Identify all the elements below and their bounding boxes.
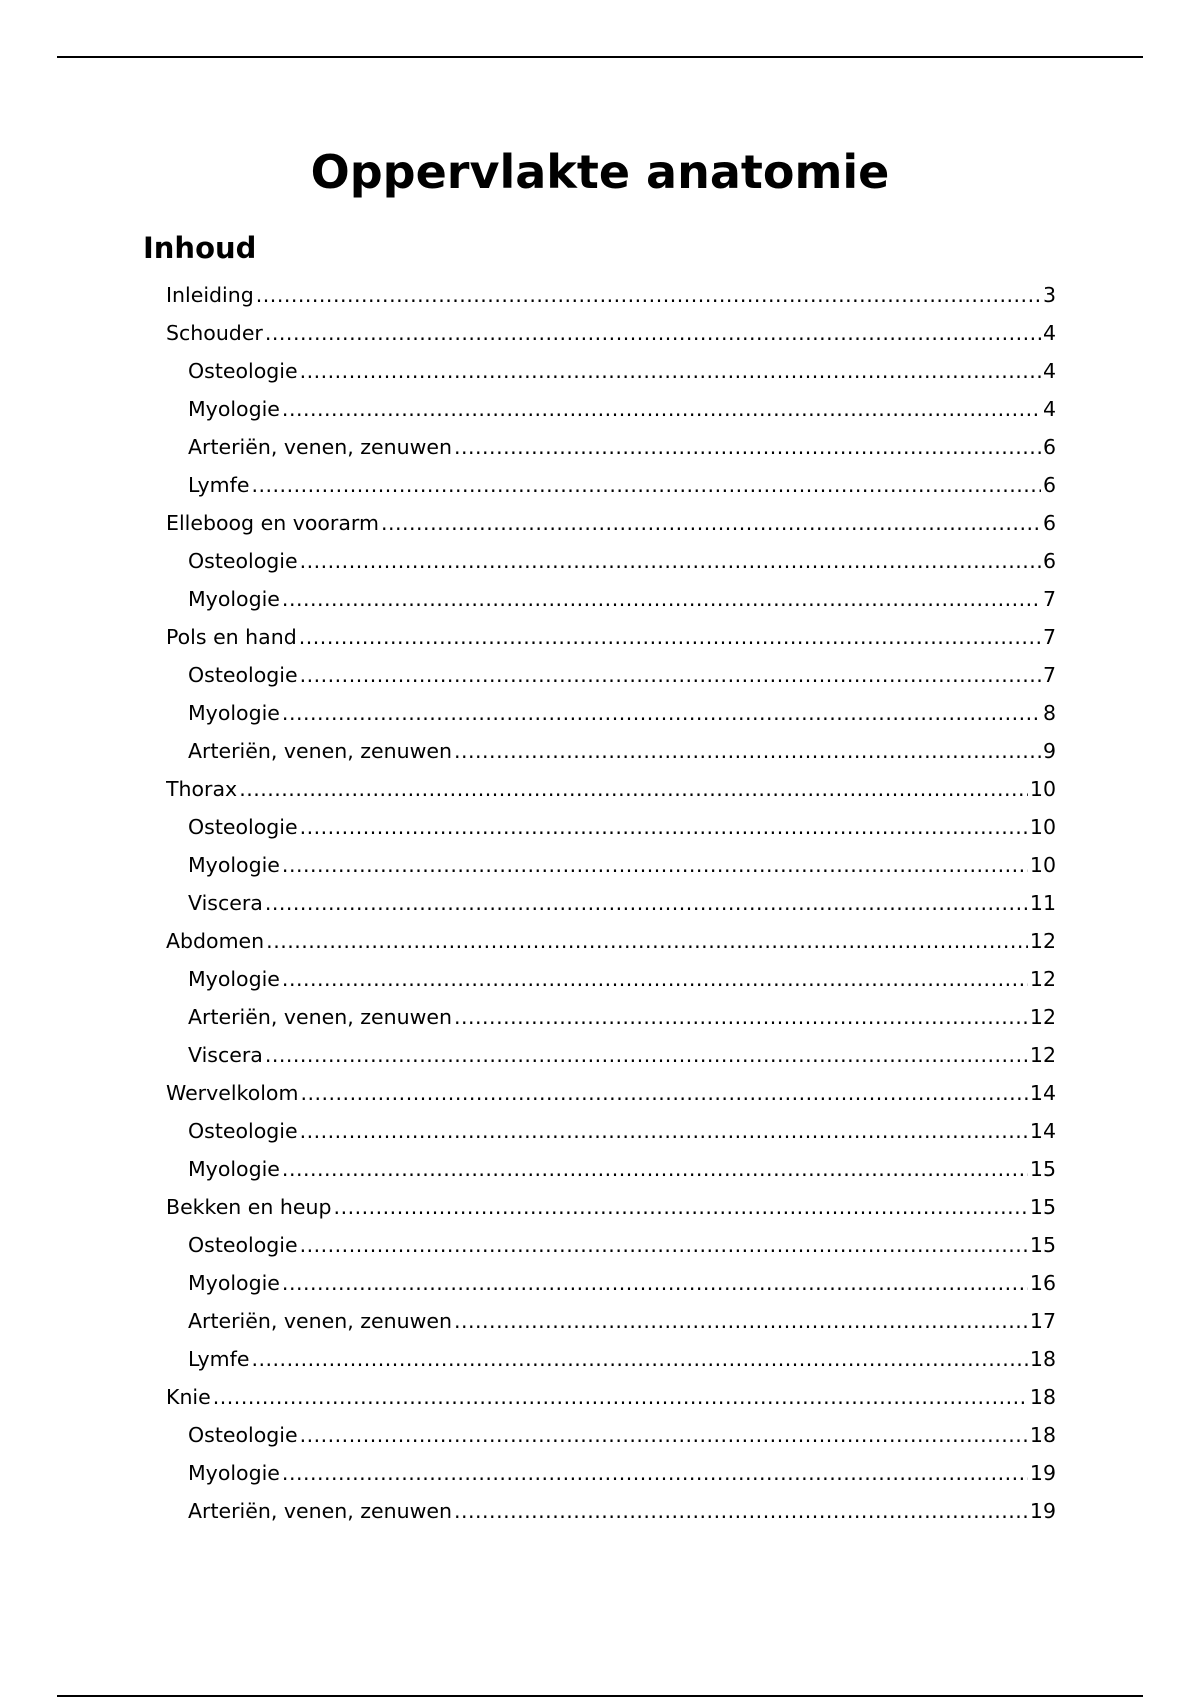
toc-entry[interactable] — [166, 656, 1056, 694]
toc-entry[interactable] — [166, 314, 1056, 352]
toc-dot-leader — [213, 1378, 1028, 1416]
toc-entry[interactable] — [166, 846, 1056, 884]
toc-entry[interactable] — [166, 1340, 1056, 1378]
toc-entry-page-number: 10 — [1029, 777, 1056, 801]
toc-entry-label: Myologie — [188, 701, 280, 725]
toc-entry-label: Myologie — [188, 967, 280, 991]
toc-entry[interactable] — [166, 1378, 1056, 1416]
toc-entry-page-number: 6 — [1042, 473, 1056, 497]
toc-entry-label: Wervelkolom — [166, 1081, 299, 1105]
toc-entry[interactable] — [166, 808, 1056, 846]
toc-entry-label: Osteologie — [188, 815, 298, 839]
toc-dot-leader — [300, 808, 1028, 846]
toc-dot-leader — [251, 1340, 1027, 1378]
toc-entry-page-number: 18 — [1029, 1347, 1056, 1371]
toc-dot-leader — [282, 390, 1041, 428]
toc-entry-label: Myologie — [188, 587, 280, 611]
toc-dot-leader — [282, 580, 1041, 618]
toc-dot-leader — [454, 1492, 1028, 1530]
toc-entry-page-number: 19 — [1029, 1499, 1056, 1523]
toc-entry[interactable] — [166, 1036, 1056, 1074]
toc-entry[interactable] — [166, 352, 1056, 390]
toc-entry-page-number: 4 — [1042, 321, 1056, 345]
toc-entry-label: Myologie — [188, 1461, 280, 1485]
toc-entry-label: Arteriën, venen, zenuwen — [188, 1309, 452, 1333]
toc-entry-page-number: 7 — [1042, 663, 1056, 687]
toc-entry-label: Osteologie — [188, 549, 298, 573]
toc-entry-page-number: 6 — [1042, 511, 1056, 535]
toc-dot-leader — [282, 960, 1028, 998]
toc-dot-leader — [300, 656, 1041, 694]
toc-entry[interactable] — [166, 884, 1056, 922]
toc-entry-page-number: 17 — [1029, 1309, 1056, 1333]
toc-heading: Inhoud — [143, 231, 257, 265]
toc-entry[interactable] — [166, 428, 1056, 466]
toc-entry[interactable] — [166, 1492, 1056, 1530]
toc-entry-page-number: 19 — [1029, 1461, 1056, 1485]
toc-dot-leader — [454, 428, 1041, 466]
footer-rule — [57, 1695, 1143, 1697]
toc-entry[interactable] — [166, 1150, 1056, 1188]
table-of-contents — [166, 276, 1056, 1530]
toc-entry-page-number: 12 — [1029, 967, 1056, 991]
toc-entry[interactable] — [166, 1302, 1056, 1340]
toc-entry[interactable] — [166, 732, 1056, 770]
toc-entry-label: Elleboog en voorarm — [166, 511, 379, 535]
toc-entry-page-number: 12 — [1029, 1043, 1056, 1067]
toc-entry-label: Osteologie — [188, 663, 298, 687]
toc-entry-label: Pols en hand — [166, 625, 297, 649]
toc-entry-label: Osteologie — [188, 1119, 298, 1143]
toc-dot-leader — [300, 1226, 1028, 1264]
toc-dot-leader — [334, 1188, 1028, 1226]
toc-dot-leader — [300, 1074, 1027, 1112]
toc-dot-leader — [454, 1302, 1028, 1340]
toc-entry[interactable] — [166, 998, 1056, 1036]
toc-entry[interactable] — [166, 466, 1056, 504]
toc-entry-page-number: 18 — [1029, 1423, 1056, 1447]
toc-entry-page-number: 15 — [1029, 1157, 1056, 1181]
toc-dot-leader — [300, 352, 1041, 390]
toc-entry-label: Arteriën, venen, zenuwen — [188, 435, 452, 459]
toc-entry[interactable] — [166, 960, 1056, 998]
toc-entry-page-number: 8 — [1042, 701, 1056, 725]
toc-dot-leader — [282, 846, 1028, 884]
toc-entry[interactable] — [166, 504, 1056, 542]
toc-entry-page-number: 9 — [1042, 739, 1056, 763]
toc-dot-leader — [299, 618, 1041, 656]
toc-entry[interactable] — [166, 1188, 1056, 1226]
toc-dot-leader — [265, 314, 1041, 352]
toc-entry[interactable] — [166, 542, 1056, 580]
toc-entry-page-number: 7 — [1042, 625, 1056, 649]
toc-entry[interactable] — [166, 1226, 1056, 1264]
toc-entry-label: Osteologie — [188, 1233, 298, 1257]
toc-entry[interactable] — [166, 922, 1056, 960]
toc-dot-leader — [265, 1036, 1028, 1074]
toc-entry[interactable] — [166, 770, 1056, 808]
toc-entry-page-number: 12 — [1029, 929, 1056, 953]
toc-entry-page-number: 7 — [1042, 587, 1056, 611]
toc-dot-leader — [454, 732, 1041, 770]
toc-entry-page-number: 4 — [1042, 397, 1056, 421]
toc-entry-label: Myologie — [188, 397, 280, 421]
toc-entry-page-number: 3 — [1042, 283, 1056, 307]
toc-dot-leader — [454, 998, 1028, 1036]
toc-entry-label: Myologie — [188, 1157, 280, 1181]
toc-entry-label: Thorax — [166, 777, 238, 801]
toc-entry[interactable] — [166, 1112, 1056, 1150]
toc-entry[interactable] — [166, 1416, 1056, 1454]
toc-dot-leader — [282, 1454, 1028, 1492]
toc-entry-page-number: 15 — [1029, 1233, 1056, 1257]
toc-dot-leader — [282, 1264, 1028, 1302]
toc-entry[interactable] — [166, 276, 1056, 314]
toc-dot-leader — [265, 884, 1028, 922]
toc-entry-page-number: 18 — [1029, 1385, 1056, 1409]
toc-dot-leader — [300, 1416, 1028, 1454]
toc-entry[interactable] — [166, 618, 1056, 656]
toc-entry[interactable] — [166, 1264, 1056, 1302]
toc-entry-label: Inleiding — [166, 283, 254, 307]
toc-entry-label: Osteologie — [188, 359, 298, 383]
toc-entry-label: Myologie — [188, 853, 280, 877]
toc-entry-label: Arteriën, venen, zenuwen — [188, 739, 452, 763]
toc-entry-page-number: 10 — [1029, 815, 1056, 839]
document-title: Oppervlakte anatomie — [310, 145, 890, 199]
toc-entry-label: Lymfe — [188, 1347, 250, 1371]
toc-entry-page-number: 14 — [1029, 1119, 1056, 1143]
toc-entry-page-number: 6 — [1042, 435, 1056, 459]
toc-entry-label: Bekken en heup — [166, 1195, 332, 1219]
toc-entry-label: Viscera — [188, 891, 263, 915]
toc-entry-label: Arteriën, venen, zenuwen — [188, 1499, 452, 1523]
toc-entry-page-number: 16 — [1029, 1271, 1056, 1295]
toc-entry-label: Arteriën, venen, zenuwen — [188, 1005, 452, 1029]
toc-entry-label: Viscera — [188, 1043, 263, 1067]
toc-entry-page-number: 10 — [1029, 853, 1056, 877]
toc-dot-leader — [381, 504, 1041, 542]
toc-entry-label: Knie — [166, 1385, 211, 1409]
toc-entry[interactable] — [166, 1074, 1056, 1112]
toc-dot-leader — [282, 1150, 1028, 1188]
toc-entry-page-number: 15 — [1029, 1195, 1056, 1219]
toc-entry-page-number: 11 — [1029, 891, 1056, 915]
toc-entry[interactable] — [166, 390, 1056, 428]
toc-entry-page-number: 14 — [1029, 1081, 1056, 1105]
toc-entry-page-number: 12 — [1029, 1005, 1056, 1029]
toc-entry-page-number: 6 — [1042, 549, 1056, 573]
toc-entry-label: Lymfe — [188, 473, 250, 497]
toc-dot-leader — [251, 466, 1040, 504]
toc-dot-leader — [282, 694, 1041, 732]
toc-entry-label: Abdomen — [166, 929, 265, 953]
toc-entry-label: Schouder — [166, 321, 263, 345]
toc-entry[interactable] — [166, 580, 1056, 618]
toc-entry-page-number: 4 — [1042, 359, 1056, 383]
toc-dot-leader — [239, 770, 1028, 808]
toc-dot-leader — [300, 542, 1041, 580]
toc-dot-leader — [266, 922, 1028, 960]
toc-dot-leader — [300, 1112, 1028, 1150]
toc-entry[interactable] — [166, 694, 1056, 732]
header-rule — [57, 56, 1143, 58]
toc-dot-leader — [256, 276, 1041, 314]
toc-entry-label: Myologie — [188, 1271, 280, 1295]
toc-entry[interactable] — [166, 1454, 1056, 1492]
toc-entry-label: Osteologie — [188, 1423, 298, 1447]
